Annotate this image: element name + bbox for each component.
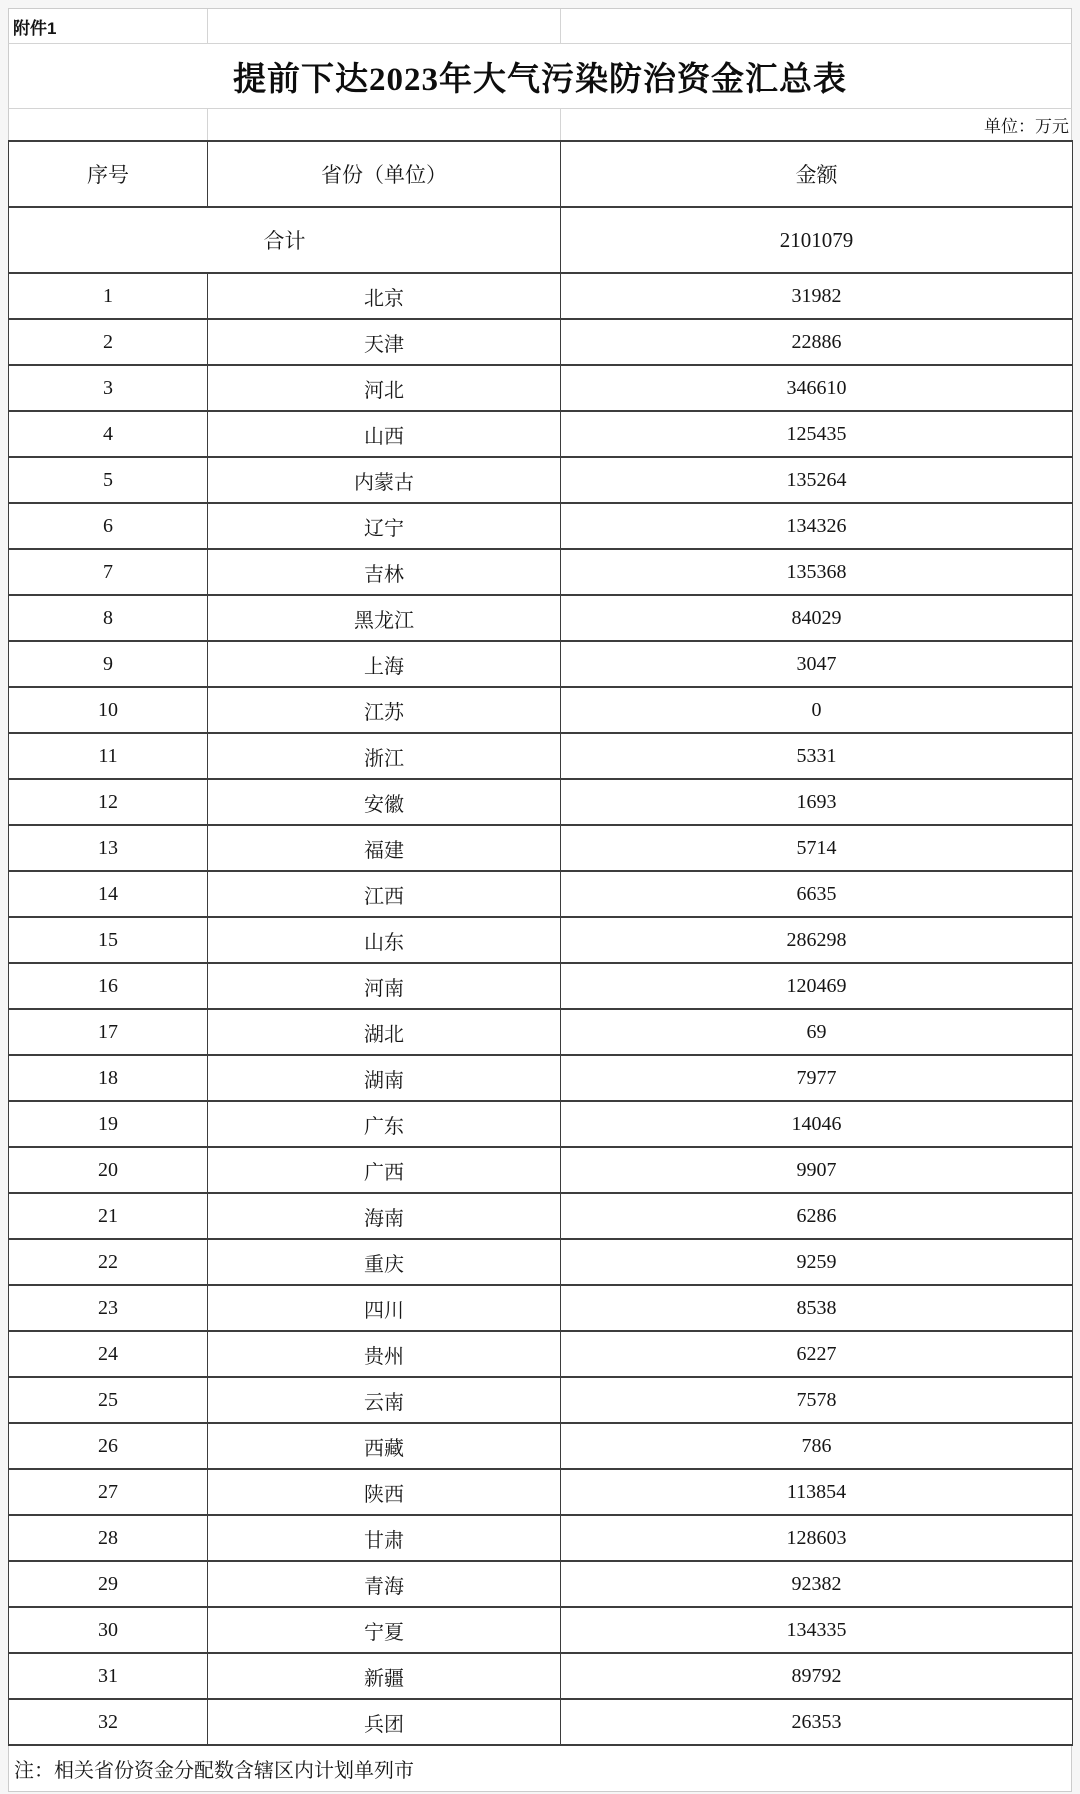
unit-row-empty-cell: [208, 109, 561, 140]
row-amount-cell: 786: [561, 1423, 1073, 1469]
row-index-cell: 28: [9, 1515, 208, 1561]
funds-table: [8, 140, 1073, 1746]
row-province-cell: 西藏: [208, 1423, 561, 1469]
row-province-cell: 江苏: [208, 687, 561, 733]
row-amount-cell: 26353: [561, 1699, 1073, 1745]
row-province-cell: 贵州: [208, 1331, 561, 1377]
row-province-cell: 甘肃: [208, 1515, 561, 1561]
table-row: [9, 1377, 1073, 1423]
row-province-cell: 安徽: [208, 779, 561, 825]
row-amount-cell: 7977: [561, 1055, 1073, 1101]
table-row: [9, 1469, 1073, 1515]
column-header-amount: 金额: [561, 141, 1073, 207]
row-province-cell: 黑龙江: [208, 595, 561, 641]
row-amount-cell: 134335: [561, 1607, 1073, 1653]
row-index-cell: 12: [9, 779, 208, 825]
table-row: [9, 1101, 1073, 1147]
table-row: [9, 1147, 1073, 1193]
table-row: [9, 917, 1073, 963]
table-row: [9, 871, 1073, 917]
row-province-cell: 河南: [208, 963, 561, 1009]
row-index-cell: 14: [9, 871, 208, 917]
row-index-cell: 25: [9, 1377, 208, 1423]
row-amount-cell: 6635: [561, 871, 1073, 917]
attachment-row: [8, 8, 1072, 43]
unit-cell: [561, 109, 1073, 140]
table-row: [9, 1055, 1073, 1101]
row-amount-cell: 3047: [561, 641, 1073, 687]
row-province-cell: 山东: [208, 917, 561, 963]
table-row: [9, 1607, 1073, 1653]
unit-row: [8, 108, 1072, 140]
row-province-cell: 四川: [208, 1285, 561, 1331]
column-header-index: 序号: [9, 141, 208, 207]
row-index-cell: 19: [9, 1101, 208, 1147]
row-amount-cell: 14046: [561, 1101, 1073, 1147]
attachment-row-empty-cell: [561, 9, 1073, 43]
table-row: [9, 1009, 1073, 1055]
table-row: [9, 1699, 1073, 1745]
row-province-cell: 江西: [208, 871, 561, 917]
row-province-cell: 云南: [208, 1377, 561, 1423]
row-index-cell: 24: [9, 1331, 208, 1377]
footnote-row: [8, 1746, 1072, 1792]
document-sheet: [8, 8, 1072, 1792]
row-amount-cell: 120469: [561, 963, 1073, 1009]
footnote: 注：相关省份资金分配数含辖区内计划单列市: [14, 1760, 414, 1782]
row-province-cell: 青海: [208, 1561, 561, 1607]
row-index-cell: 15: [9, 917, 208, 963]
unit-row-empty-cell: [9, 109, 208, 140]
row-index-cell: 8: [9, 595, 208, 641]
row-index-cell: 4: [9, 411, 208, 457]
row-index-cell: 3: [9, 365, 208, 411]
row-amount-cell: 6227: [561, 1331, 1073, 1377]
row-amount-cell: 0: [561, 687, 1073, 733]
row-index-cell: 22: [9, 1239, 208, 1285]
table-row: [9, 825, 1073, 871]
table-row: [9, 457, 1073, 503]
table-row: [9, 963, 1073, 1009]
row-province-cell: 天津: [208, 319, 561, 365]
table-row: [9, 687, 1073, 733]
row-index-cell: 16: [9, 963, 208, 1009]
table-row: [9, 733, 1073, 779]
table-row: [9, 1423, 1073, 1469]
row-index-cell: 26: [9, 1423, 208, 1469]
row-index-cell: 10: [9, 687, 208, 733]
row-province-cell: 广东: [208, 1101, 561, 1147]
table-row: [9, 595, 1073, 641]
table-row: [9, 365, 1073, 411]
row-index-cell: 13: [9, 825, 208, 871]
row-index-cell: 5: [9, 457, 208, 503]
row-index-cell: 2: [9, 319, 208, 365]
row-index-cell: 11: [9, 733, 208, 779]
row-amount-cell: 1693: [561, 779, 1073, 825]
row-amount-cell: 346610: [561, 365, 1073, 411]
total-amount: 2101079: [561, 207, 1073, 273]
row-amount-cell: 9907: [561, 1147, 1073, 1193]
row-province-cell: 重庆: [208, 1239, 561, 1285]
row-province-cell: 河北: [208, 365, 561, 411]
row-province-cell: 福建: [208, 825, 561, 871]
row-province-cell: 宁夏: [208, 1607, 561, 1653]
table-row: [9, 273, 1073, 319]
row-amount-cell: 135264: [561, 457, 1073, 503]
row-province-cell: 山西: [208, 411, 561, 457]
row-index-cell: 20: [9, 1147, 208, 1193]
row-province-cell: 北京: [208, 273, 561, 319]
row-index-cell: 27: [9, 1469, 208, 1515]
row-index-cell: 30: [9, 1607, 208, 1653]
row-amount-cell: 8538: [561, 1285, 1073, 1331]
row-province-cell: 上海: [208, 641, 561, 687]
table-row: [9, 503, 1073, 549]
row-amount-cell: 286298: [561, 917, 1073, 963]
row-amount-cell: 84029: [561, 595, 1073, 641]
row-index-cell: 7: [9, 549, 208, 595]
row-amount-cell: 5714: [561, 825, 1073, 871]
row-index-cell: 17: [9, 1009, 208, 1055]
row-amount-cell: 69: [561, 1009, 1073, 1055]
row-province-cell: 广西: [208, 1147, 561, 1193]
table-row: [9, 411, 1073, 457]
row-amount-cell: 128603: [561, 1515, 1073, 1561]
header-row: [9, 141, 1073, 207]
row-province-cell: 新疆: [208, 1653, 561, 1699]
row-province-cell: 内蒙古: [208, 457, 561, 503]
attachment-label: 附件1: [13, 18, 57, 38]
column-header-province: 省份（单位）: [208, 141, 561, 207]
document-title: 提前下达2023年大气污染防治资金汇总表: [233, 61, 847, 98]
table-body: [9, 207, 1073, 1745]
row-index-cell: 23: [9, 1285, 208, 1331]
row-amount-cell: 22886: [561, 319, 1073, 365]
row-amount-cell: 89792: [561, 1653, 1073, 1699]
row-province-cell: 吉林: [208, 549, 561, 595]
table-row: [9, 779, 1073, 825]
row-index-cell: 29: [9, 1561, 208, 1607]
row-index-cell: 9: [9, 641, 208, 687]
row-amount-cell: 134326: [561, 503, 1073, 549]
row-province-cell: 湖南: [208, 1055, 561, 1101]
row-amount-cell: 7578: [561, 1377, 1073, 1423]
attachment-row-empty-cell: [208, 9, 561, 43]
title-row: [8, 43, 1072, 108]
row-amount-cell: 135368: [561, 549, 1073, 595]
table-row: [9, 1653, 1073, 1699]
total-label: 合计: [9, 207, 561, 273]
table-row: [9, 1239, 1073, 1285]
attachment-cell: [9, 9, 208, 43]
row-amount-cell: 113854: [561, 1469, 1073, 1515]
row-index-cell: 31: [9, 1653, 208, 1699]
unit-note: 单位：万元: [984, 117, 1069, 136]
table-row: [9, 319, 1073, 365]
table-row: [9, 1285, 1073, 1331]
row-amount-cell: 92382: [561, 1561, 1073, 1607]
table-row: [9, 641, 1073, 687]
row-province-cell: 兵团: [208, 1699, 561, 1745]
row-index-cell: 18: [9, 1055, 208, 1101]
row-province-cell: 湖北: [208, 1009, 561, 1055]
table-row: [9, 1515, 1073, 1561]
row-amount-cell: 31982: [561, 273, 1073, 319]
row-index-cell: 1: [9, 273, 208, 319]
table-row: [9, 1331, 1073, 1377]
row-amount-cell: 125435: [561, 411, 1073, 457]
row-index-cell: 6: [9, 503, 208, 549]
row-province-cell: 海南: [208, 1193, 561, 1239]
table-row: [9, 1561, 1073, 1607]
table-row: [9, 1193, 1073, 1239]
row-amount-cell: 6286: [561, 1193, 1073, 1239]
row-amount-cell: 9259: [561, 1239, 1073, 1285]
row-province-cell: 浙江: [208, 733, 561, 779]
row-province-cell: 辽宁: [208, 503, 561, 549]
total-row: [9, 207, 1073, 273]
row-amount-cell: 5331: [561, 733, 1073, 779]
table-row: [9, 549, 1073, 595]
row-index-cell: 21: [9, 1193, 208, 1239]
row-province-cell: 陕西: [208, 1469, 561, 1515]
row-index-cell: 32: [9, 1699, 208, 1745]
